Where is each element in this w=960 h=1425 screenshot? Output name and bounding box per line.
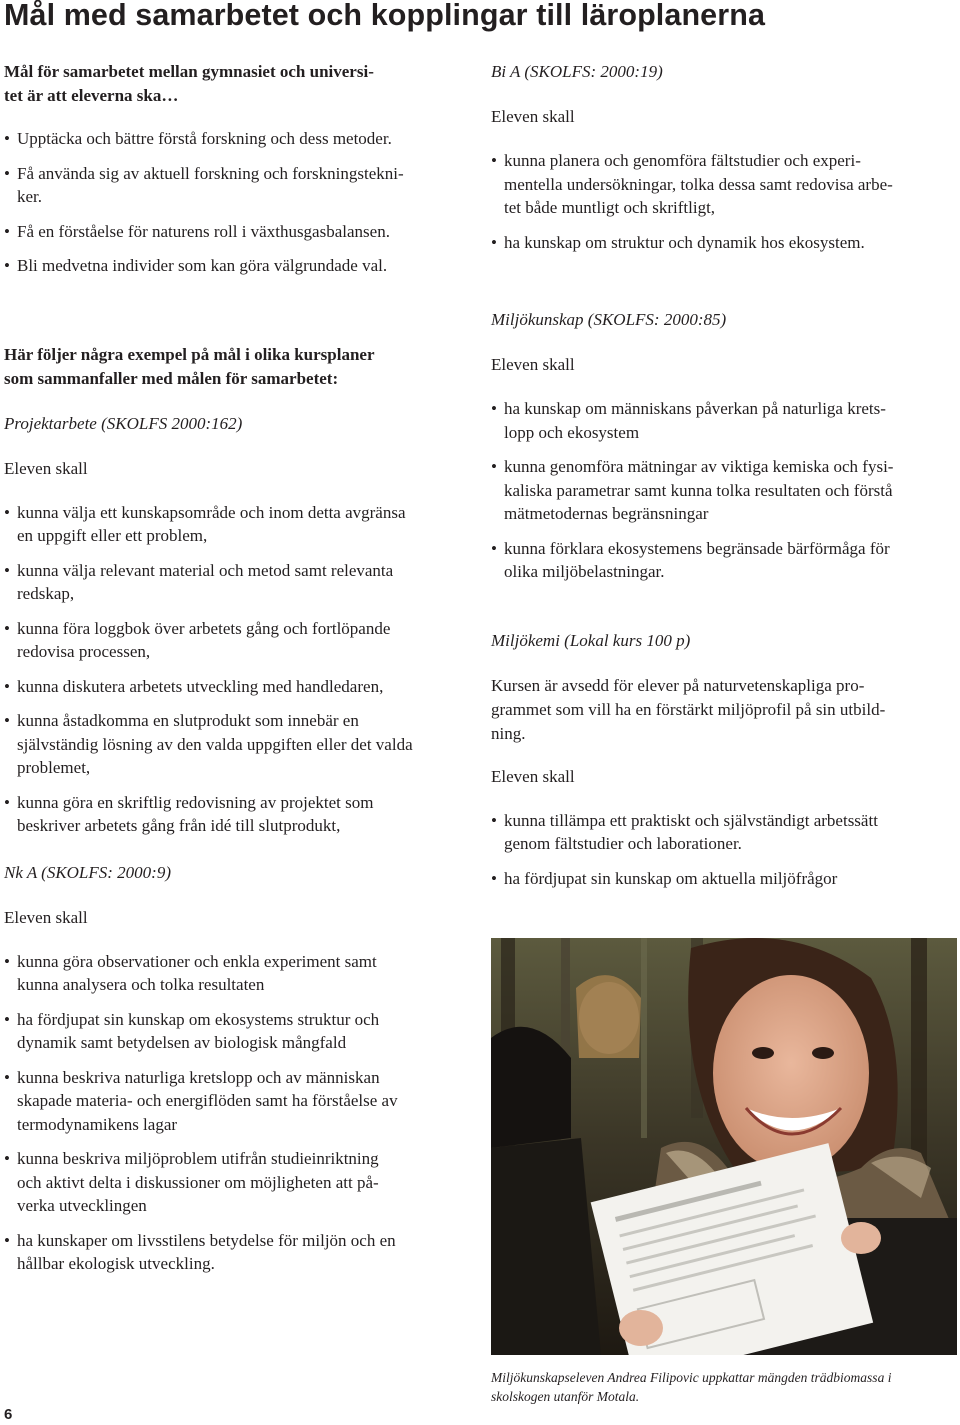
miljokunskap-goals-list	[491, 397, 951, 584]
list-item	[491, 231, 951, 255]
list-item	[4, 501, 474, 548]
miljokemi-intro	[491, 674, 951, 746]
intro-goals-list	[4, 127, 474, 278]
list-item-line: kunna göra observationer och enkla experiment samt	[17, 951, 377, 971]
list-item	[4, 791, 474, 838]
intro-heading-line: tet är att eleverna ska…	[4, 86, 179, 105]
list-item-line: kunna diskutera arbetets utveckling med handledaren,	[17, 676, 384, 696]
miljokemi-eleven-skall: Eleven skall	[491, 766, 575, 786]
list-item	[4, 162, 474, 209]
list-item	[4, 1066, 474, 1137]
list-item-line: kunna analysera och tolka resultaten	[17, 975, 265, 994]
list-item-line: dynamik samt betydelsen av biologisk mångfald	[17, 1033, 347, 1052]
projektarbete-eleven-skall: Eleven skall	[4, 458, 88, 478]
student-photo-illustration	[491, 938, 957, 1355]
paragraph-line: ning.	[491, 723, 526, 743]
list-item-line: verka utvecklingen	[17, 1196, 147, 1215]
list-item-line: Få en förståelse för naturens roll i växthusgasbalansen.	[17, 221, 390, 241]
photo-caption	[491, 1368, 941, 1406]
list-item-line: hållbar ekologisk utveckling.	[17, 1254, 215, 1273]
list-item-line: kunna välja relevant material och metod samt relevanta	[17, 560, 394, 580]
intro-heading	[4, 60, 474, 108]
list-item-line: självständig lösning av den valda uppgiften eller det valda	[17, 734, 413, 754]
bia-eleven-skall: Eleven skall	[491, 107, 575, 126]
list-item-line: en uppgift eller ett problem,	[17, 526, 208, 545]
list-item-line: kunna beskriva naturliga kretslopp och av människan	[17, 1067, 380, 1087]
list-item-line: ha kunskap om människans påverkan på naturliga krets-	[504, 399, 886, 418]
list-item	[491, 537, 951, 584]
examples-heading	[4, 343, 474, 391]
list-item-line: ker.	[17, 187, 43, 206]
list-item	[491, 867, 951, 891]
list-item-line: problemet,	[17, 758, 91, 777]
list-item-line: Få använda sig av aktuell forskning och forskningstekni-	[17, 163, 404, 183]
list-item	[4, 709, 474, 780]
projektarbete-subhead: Projektarbete (SKOLFS 2000:162)	[4, 413, 243, 433]
list-item-line: kunna välja ett kunskapsområde och inom detta avgränsa	[17, 502, 406, 522]
list-item-line: Bli medvetna individer som kan göra välgrundade val.	[17, 256, 388, 275]
nka-eleven-skall: Eleven skall	[4, 907, 88, 927]
nka-subhead: Nk A (SKOLFS: 2000:9)	[4, 862, 172, 882]
page-number: 6	[4, 1406, 13, 1423]
list-item	[4, 127, 474, 151]
list-item-line: skapade materia- och energiflöden samt ha förståelse av	[17, 1091, 398, 1110]
list-item	[4, 1147, 474, 1218]
photo-caption-line: Miljökunskapseleven Andrea Filipovic uppkattar mängden trädbiomassa i	[491, 1370, 892, 1385]
list-item-line: redskap,	[17, 584, 75, 603]
list-item	[491, 455, 951, 526]
miljokunskap-eleven-skall: Eleven skall	[491, 355, 575, 374]
list-item	[491, 149, 951, 220]
right-column	[491, 60, 951, 890]
bia-goals-list	[491, 149, 951, 254]
examples-heading-line: som sammanfaller med målen för samarbetet:	[4, 368, 339, 388]
miljokunskap-subhead: Miljökunskap (SKOLFS: 2000:85)	[491, 310, 727, 329]
miljokemi-subhead: Miljökemi (Lokal kurs 100 p)	[491, 630, 691, 650]
list-item-line: beskriver arbetets gång från idé till slutprodukt,	[17, 816, 341, 835]
list-item-line: Upptäcka och bättre förstå forskning och dess metoder.	[17, 129, 392, 148]
list-item-line: olika miljöbelastningar.	[504, 562, 665, 581]
list-item	[4, 559, 474, 606]
list-item	[4, 617, 474, 664]
list-item-line: kunna föra loggbok över arbetets gång och fortlöpande	[17, 618, 391, 638]
examples-heading-line: Här följer några exempel på mål i olika kursplaner	[4, 344, 375, 364]
list-item-line: mätmetodernas begränsningar	[504, 504, 709, 523]
list-item	[4, 675, 474, 699]
list-item-line: kunna tillämpa ett praktiskt och självständigt arbetssätt	[504, 810, 878, 830]
miljokemi-goals-list	[491, 809, 951, 891]
list-item-line: termodynamikens lagar	[17, 1114, 178, 1134]
list-item-line: redovisa processen,	[17, 642, 151, 661]
list-item	[4, 254, 474, 278]
list-item-line: kaliska parametrar samt kunna tolka resultaten och förstå	[504, 480, 893, 500]
list-item-line: kunna åstadkomma en slutprodukt som innebär en	[17, 711, 359, 730]
list-item-line: och aktivt delta i diskussioner om möjligheten att på-	[17, 1172, 379, 1192]
list-item-line: kunna planera och genomföra fältstudier och experi-	[504, 151, 861, 170]
paragraph-line: grammet som vill ha en förstärkt miljöprofil på sin utbild-	[491, 699, 886, 719]
list-item-line: mentella undersökningar, tolka dessa samt redovisa arbe-	[504, 174, 893, 194]
left-column	[4, 60, 474, 1276]
list-item	[4, 220, 474, 244]
nka-goals-list	[4, 950, 474, 1276]
list-item	[4, 1008, 474, 1055]
intro-heading-line: Mål för samarbetet mellan gymnasiet och universi-	[4, 62, 374, 81]
list-item	[491, 397, 951, 444]
page-title: Mål med samarbetet och kopplingar till läroplanerna	[4, 0, 766, 32]
list-item-line: kunna förklara ekosystemens begränsade bärförmåga för	[504, 538, 890, 558]
paragraph-line: Kursen är avsedd för elever på naturvetenskapliga pro-	[491, 675, 865, 695]
list-item-line: kunna göra en skriftlig redovisning av projektet som	[17, 792, 374, 812]
student-photo	[491, 938, 957, 1355]
list-item	[491, 809, 951, 856]
list-item-line: kunna genomföra mätningar av viktiga kemiska och fysi-	[504, 457, 894, 476]
photo-caption-line: skolskogen utanför Motala.	[491, 1389, 640, 1404]
list-item	[4, 950, 474, 997]
list-item-line: lopp och ekosystem	[504, 422, 640, 442]
list-item-line: kunna beskriva miljöproblem utifrån studieinriktning	[17, 1149, 379, 1168]
list-item-line: ha kunskaper om livsstilens betydelse för miljön och en	[17, 1230, 396, 1250]
list-item	[4, 1229, 474, 1276]
list-item-line: ha fördjupat sin kunskap om ekosystems struktur och	[17, 1009, 380, 1029]
list-item-line: tet både muntligt och skriftligt,	[504, 198, 716, 217]
list-item-line: genom fältstudier och laborationer.	[504, 834, 742, 853]
projektarbete-goals-list	[4, 501, 474, 838]
bia-subhead: Bi A (SKOLFS: 2000:19)	[491, 62, 663, 81]
list-item-line: ha kunskap om struktur och dynamik hos ekosystem.	[504, 232, 865, 252]
list-item-line: ha fördjupat sin kunskap om aktuella miljöfrågor	[504, 868, 838, 888]
